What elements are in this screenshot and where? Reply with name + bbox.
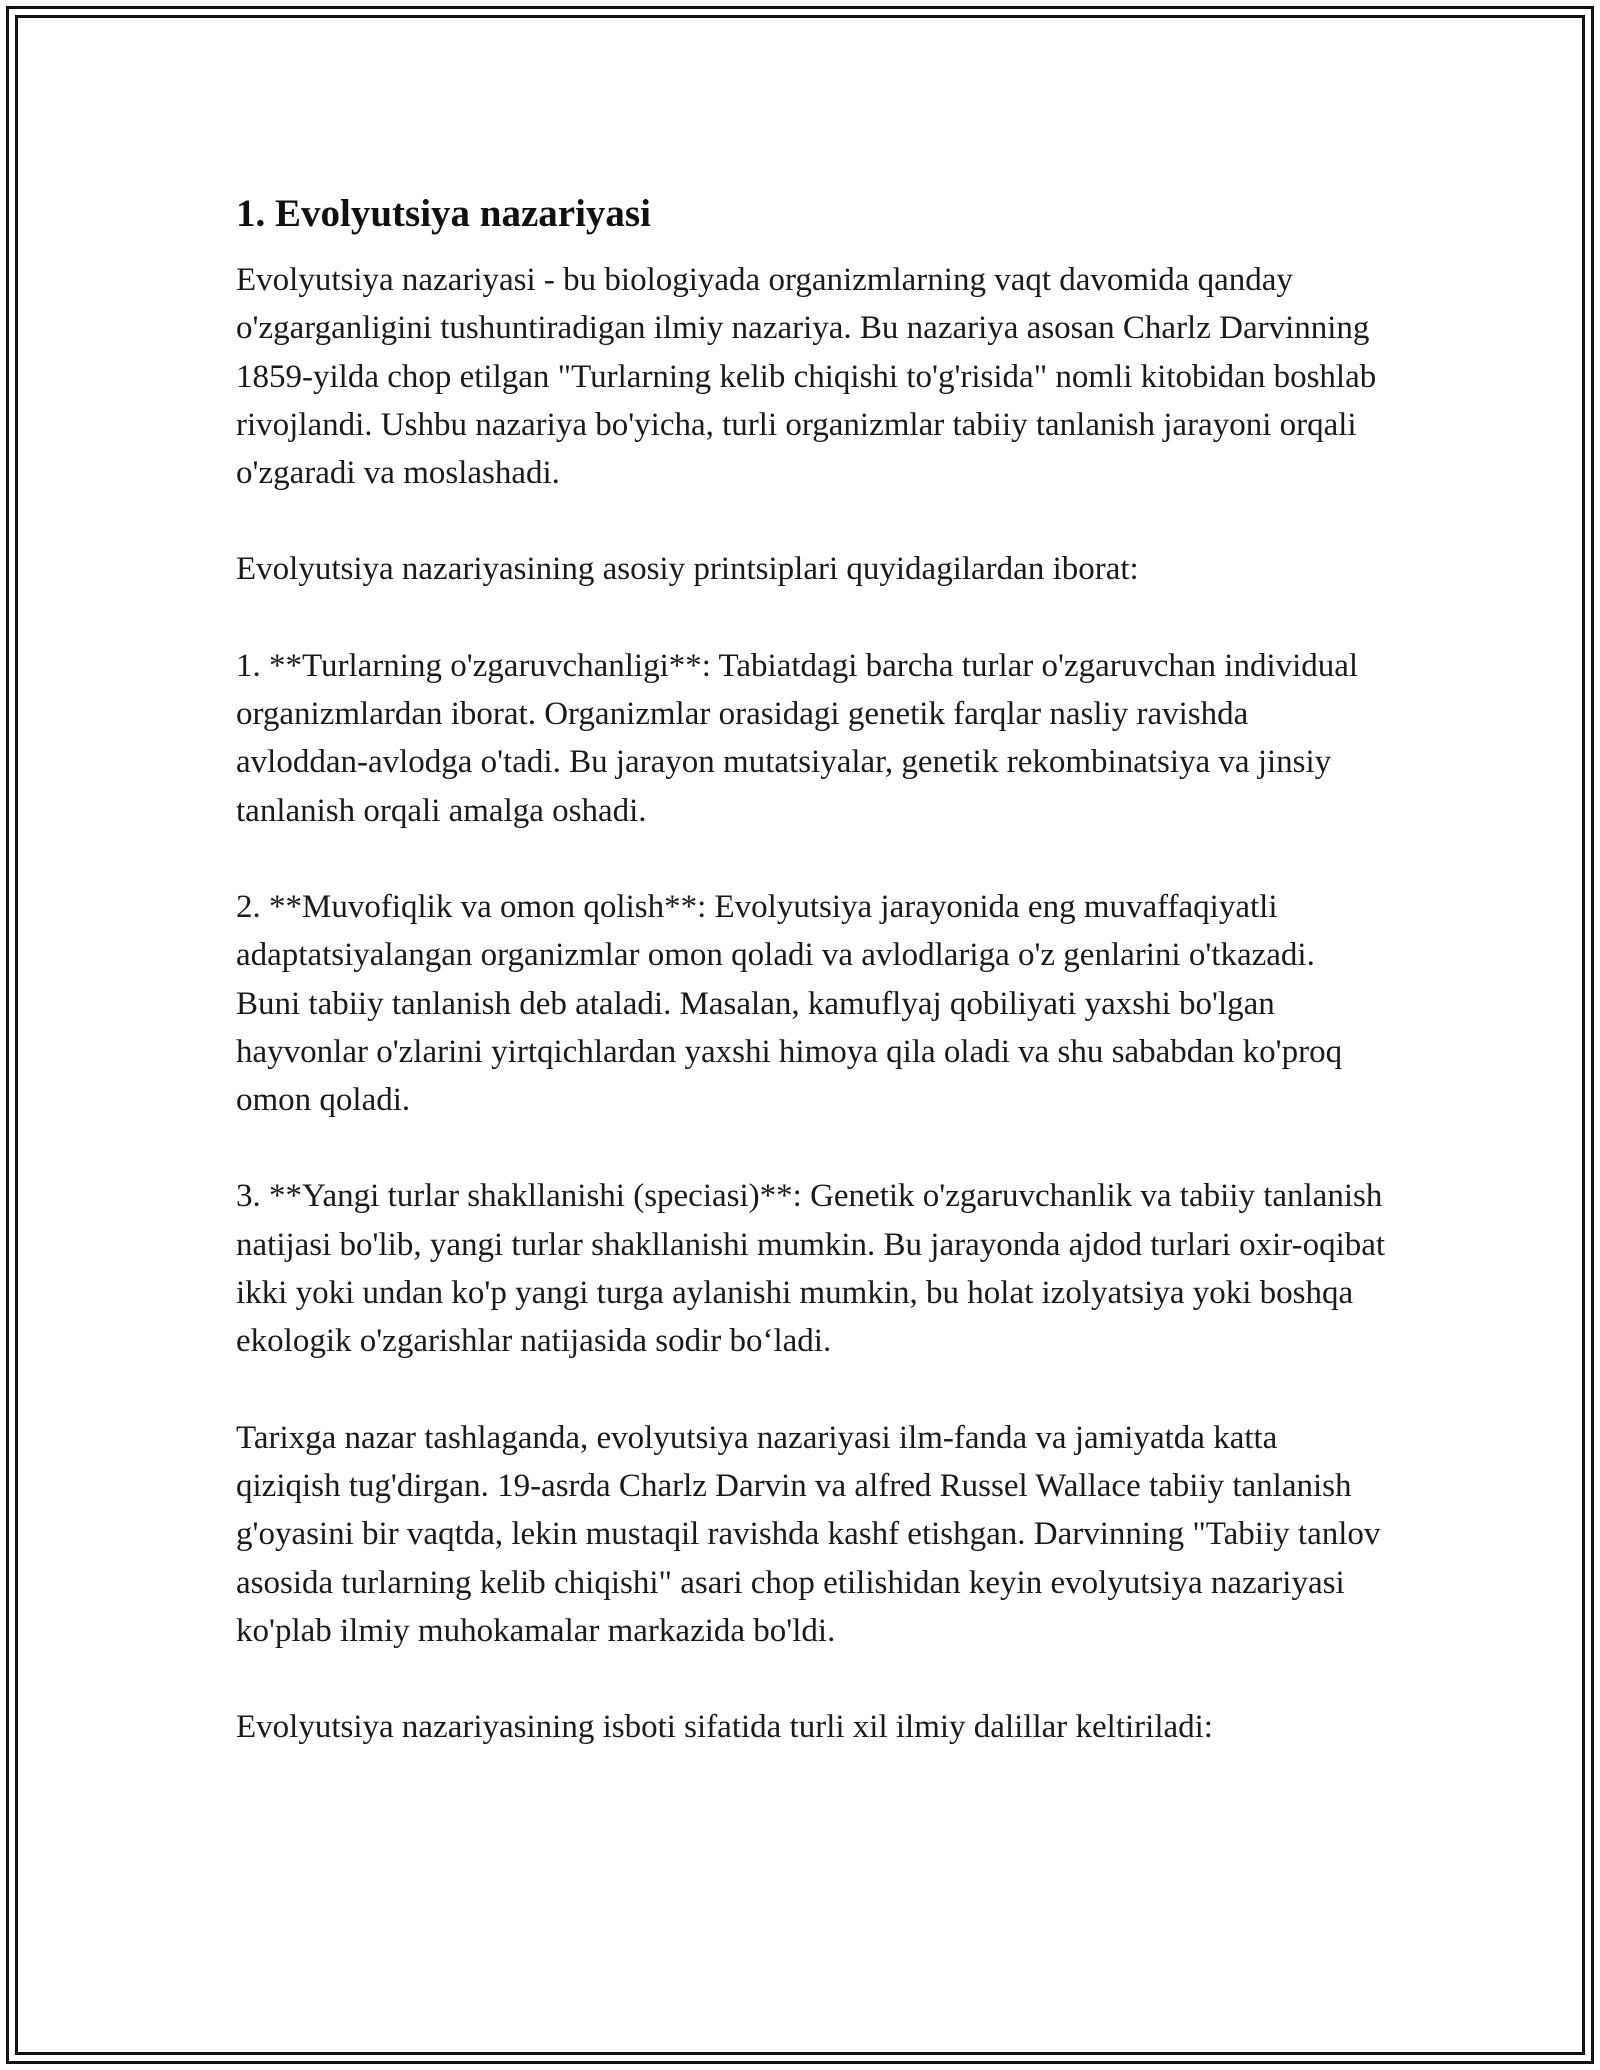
paragraph-principle-3: 3. **Yangi turlar shakllanishi (speciasi)**: Genetik o'zgaruvchanlik va tabiiy tanlanish natijasi bo'lib, yangi turlar shakllanishi mumkin. Bu jarayonda ajdod turlari oxir-oqibat ikki yoki undan ko'p yangi turga aylanishi mumkin, bu holat izolyatsiya yoki boshqa ekologik o'zgarishlar natijasida sodir bo‘ladi. <box>236 1178 1386 1360</box>
section-heading: 1. Evolyutsiya nazariyasi <box>236 192 651 235</box>
document-body <box>236 186 1386 1799</box>
paragraph-principle-1: 1. **Turlarning o'zgaruvchanligi**: Tabiatdagi barcha turlar o'zgaruvchan individual organizmlardan iborat. Organizmlar orasidagi genetik farqlar nasliy ravishda avloddan-avlodga o'tadi. Bu jarayon mutatsiyalar, genetik rekombinatsiya va jinsiy tanlanish orqali amalga oshadi. <box>236 647 1359 829</box>
paragraph-history: Tarixga nazar tashlaganda, evolyutsiya nazariyasi ilm-fanda va jamiyatda katta qiziqish tug'dirgan. 19-asrda Charlz Darvin va alfred Russel Wallace tabiiy tanlanish g'oyasini bir vaqtda, lekin mustaqil ravishda kashf etishgan. Darvinning "Tabiiy tanlov asosida turlarning kelib chiqishi" asari chop etilishidan keyin evolyutsiya nazariyasi ko'plab ilmiy muhokamalar markazida bo'ldi. <box>236 1419 1381 1649</box>
paragraph-principle-2: 2. **Muvofiqlik va omon qolish**: Evolyutsiya jarayonida eng muvaffaqiyatli adaptatsiyalangan organizmlar omon qoladi va avlodlariga o'z genlarini o'tkazadi. Buni tabiiy tanlanish deb ataladi. Masalan, kamuflyaj qobiliyati yaxshi bo'lgan hayvonlar o'zlarini yirtqichlardan yaxshi himoya qila oladi va shu sababdan ko'proq omon qoladi. <box>236 888 1343 1119</box>
paragraph-principles-intro: Evolyutsiya nazariyasining asosiy printsiplari quyidagilardan iborat: <box>236 551 1139 588</box>
paragraph-intro: Evolyutsiya nazariyasi - bu biologiyada organizmlarning vaqt davomida qanday o'zgarganligini tushuntiradigan ilmiy nazariya. Bu nazariya asosan Charlz Darvinning 1859-yilda chop etilgan "Turlarning kelib chiqishi to'g'risida" nomli kitobidan boshlab rivojlandi. Ushbu nazariya bo'yicha, turli organizmlar tabiiy tanlanish jarayoni orqali o'zgaradi va moslashadi. <box>236 262 1377 492</box>
paragraph-evidence-intro: Evolyutsiya nazariyasining isboti sifatida turli xil ilmiy dalillar keltiriladi: <box>236 1709 1213 1746</box>
